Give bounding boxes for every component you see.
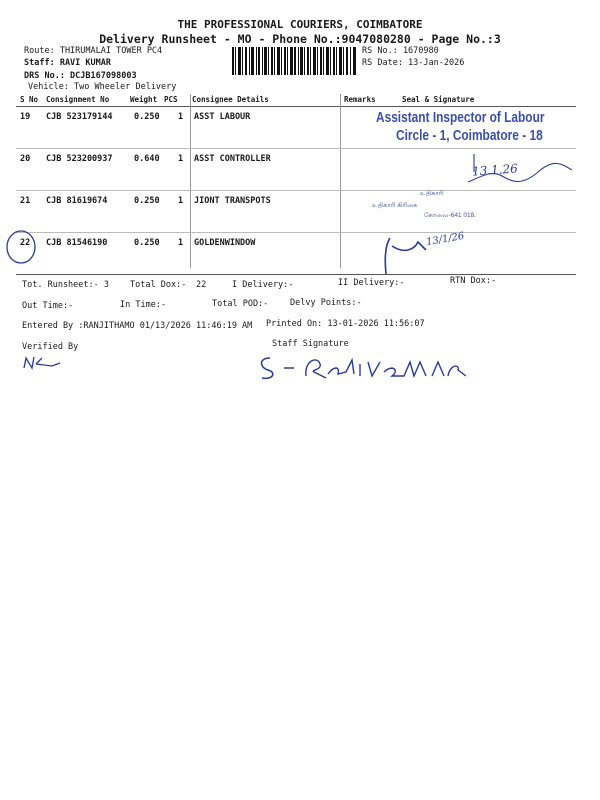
- row-consignment: CJB 81619674: [46, 196, 108, 206]
- verified-by-label: Verified By: [22, 342, 79, 352]
- col-consignee: Consignee Details: [192, 95, 269, 104]
- row-weight: 0.250: [134, 112, 160, 122]
- row-weight: 0.250: [134, 196, 160, 206]
- col-sno: S No: [20, 95, 39, 104]
- row-weight: 0.640: [134, 154, 160, 164]
- row-pcs: 1: [178, 238, 184, 248]
- in-time: In Time:-: [120, 300, 167, 310]
- row-consignment: CJB 523179144: [46, 112, 113, 122]
- col-consignment: Consignment No: [46, 95, 110, 104]
- barcode: [232, 47, 358, 75]
- row-weight: 0.250: [134, 238, 160, 248]
- stamp-line-2: Circle - 1, Coimbatore - 18: [396, 128, 543, 144]
- col-weight: Weight: [130, 95, 158, 104]
- col-remarks: Remarks: [344, 95, 376, 104]
- handwritten-signature: [462, 146, 582, 192]
- drs-number: DRS No.: DCJB167098003: [24, 71, 137, 81]
- col-seal-signature: Seal & Signature: [402, 95, 475, 104]
- total-dox-value: 22: [196, 280, 207, 290]
- out-time: Out Time:-: [22, 301, 74, 311]
- circle-mark: [4, 228, 38, 266]
- row-sno: 21: [20, 196, 31, 206]
- i-delivery: I Delivery:-: [232, 280, 294, 290]
- printed-on: Printed On: 13-01-2026 11:56:07: [266, 319, 425, 329]
- col-pcs: PCS: [164, 95, 178, 104]
- row-consignment: CJB 81546190: [46, 238, 108, 248]
- row-consignee: GOLDENWINDOW: [194, 238, 256, 248]
- tamil-stamp: கோவை-641 018.: [424, 212, 477, 219]
- row-consignment: CJB 523200937: [46, 154, 113, 164]
- company-title: THE PROFESSIONAL COURIERS, COIMBATORE: [177, 18, 423, 31]
- row-consignee: JIONT TRANSPOTS: [194, 196, 271, 206]
- row-pcs: 1: [178, 154, 184, 164]
- total-dox-label: Total Dox:-: [130, 280, 187, 290]
- row-pcs: 1: [178, 112, 184, 122]
- row-pcs: 1: [178, 196, 184, 206]
- handwritten-date: 13.1.26: [471, 161, 519, 179]
- route-label: Route: THIRUMALAI TOWER PC4: [24, 46, 163, 56]
- row-consignee: ASST CONTROLLER: [194, 154, 271, 164]
- staff-label: Staff: RAVI KUMAR: [24, 58, 111, 68]
- rtn-dox: RTN Dox:-: [450, 276, 497, 286]
- rs-number: RS No.: 1670980: [362, 46, 439, 56]
- stamp-line-1: Assistant Inspector of Labour: [376, 110, 545, 126]
- row-sno: 22: [20, 238, 31, 248]
- handwritten-delivery-date: 13/1/26: [425, 230, 466, 249]
- row-sno: 20: [20, 154, 31, 164]
- staff-signature-label: Staff Signature: [272, 339, 349, 349]
- row-sno: 19: [20, 112, 31, 122]
- verified-signature: [22, 354, 66, 372]
- tamil-stamp: உதிகாரி கிரிகை: [372, 202, 418, 209]
- runsheet-title: Delivery Runsheet - MO - Phone No.:9047080280 - Page No.:3: [99, 32, 501, 46]
- entered-by: Entered By :RANJITHAMO 01/13/2026 11:46:19 AM: [22, 321, 253, 331]
- vehicle-label: Vehicle: Two Wheeler Delivery: [28, 82, 177, 92]
- row-consignee: ASST LABOUR: [194, 112, 251, 122]
- rs-date: RS Date: 13-Jan-2026: [362, 58, 465, 68]
- tamil-stamp: உதிகாரி: [420, 190, 444, 197]
- delvy-points: Delvy Points:-: [290, 298, 362, 308]
- total-runsheet: Tot. Runsheet:- 3: [22, 280, 109, 290]
- total-pod: Total POD:-: [212, 299, 269, 309]
- table-row: [16, 190, 576, 233]
- ii-delivery: II Delivery:-: [338, 278, 405, 288]
- staff-signature: [254, 350, 474, 384]
- table-row: [16, 232, 576, 275]
